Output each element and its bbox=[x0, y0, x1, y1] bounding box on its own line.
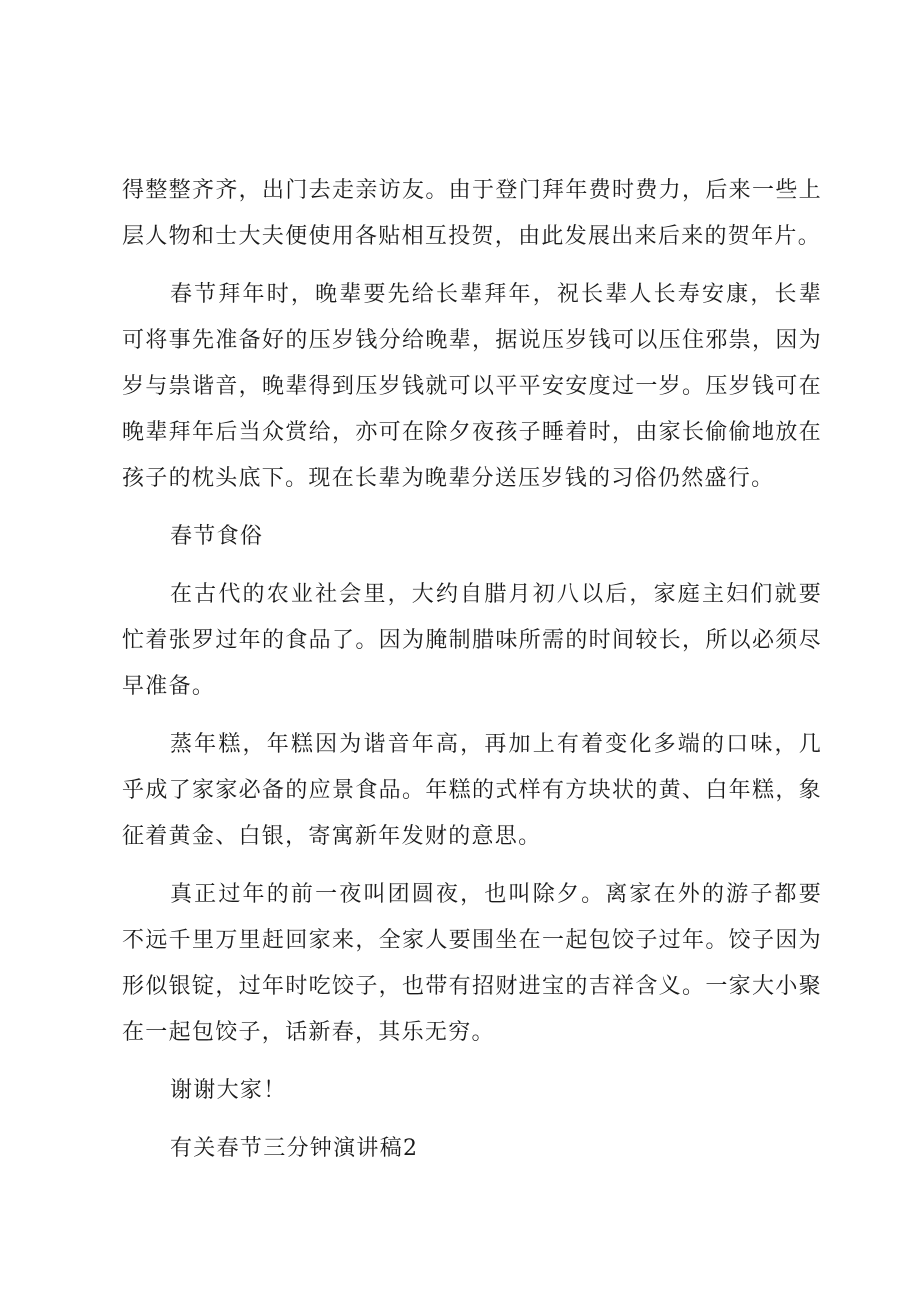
paragraph-new-years-eve: 真正过年的前一夜叫团圆夜，也叫除夕。离家在外的游子都要不远千里万里赶回家来，全家人要围坐在一起包饺子过年。饺子因为形似银锭，过年时吃饺子，也带有招财进宝的吉祥含义。一家大小聚在一起包饺子，话新春，其乐无穷。 bbox=[122, 882, 822, 1045]
paragraph-new-year-cake: 蒸年糕，年糕因为谐音年高，再加上有着变化多端的口味，几乎成了家家必备的应景食品。年糕的式样有方块状的黄、白年糕，象征着黄金、白银，寄寓新年发财的意思。 bbox=[122, 732, 822, 849]
paragraph-lucky-money: 春节拜年时，晚辈要先给长辈拜年，祝长辈人长寿安康，长辈可将事先准备好的压岁钱分给晚辈，据说压岁钱可以压住邪祟，因为岁与祟谐音，晚辈得到压岁钱就可以平平安安度过一岁。压岁钱可在晚辈拜年后当众赏给，亦可在除夕夜孩子睡着时，由家长偷偷地放在孩子的枕头底下。现在长辈为晚辈分送压岁钱的习俗仍然盛行。 bbox=[122, 282, 822, 491]
section-heading-food-customs: 春节食俗 bbox=[170, 524, 264, 549]
document-body bbox=[122, 168, 822, 1184]
paragraph-food-preparation: 在古代的农业社会里，大约自腊月初八以后，家庭主妇们就要忙着张罗过年的食品了。因为腌制腊味所需的时间较长，所以必须尽早准备。 bbox=[122, 582, 822, 699]
paragraph-greeting-cards: 得整整齐齐，出门去走亲访友。由于登门拜年费时费力，后来一些上层人物和士大夫便使用各贴相互投贺，由此发展出来后来的贺年片。 bbox=[122, 178, 822, 249]
next-speech-title: 有关春节三分钟演讲稿2 bbox=[170, 1136, 419, 1161]
closing-thanks: 谢谢大家！ bbox=[170, 1078, 287, 1103]
